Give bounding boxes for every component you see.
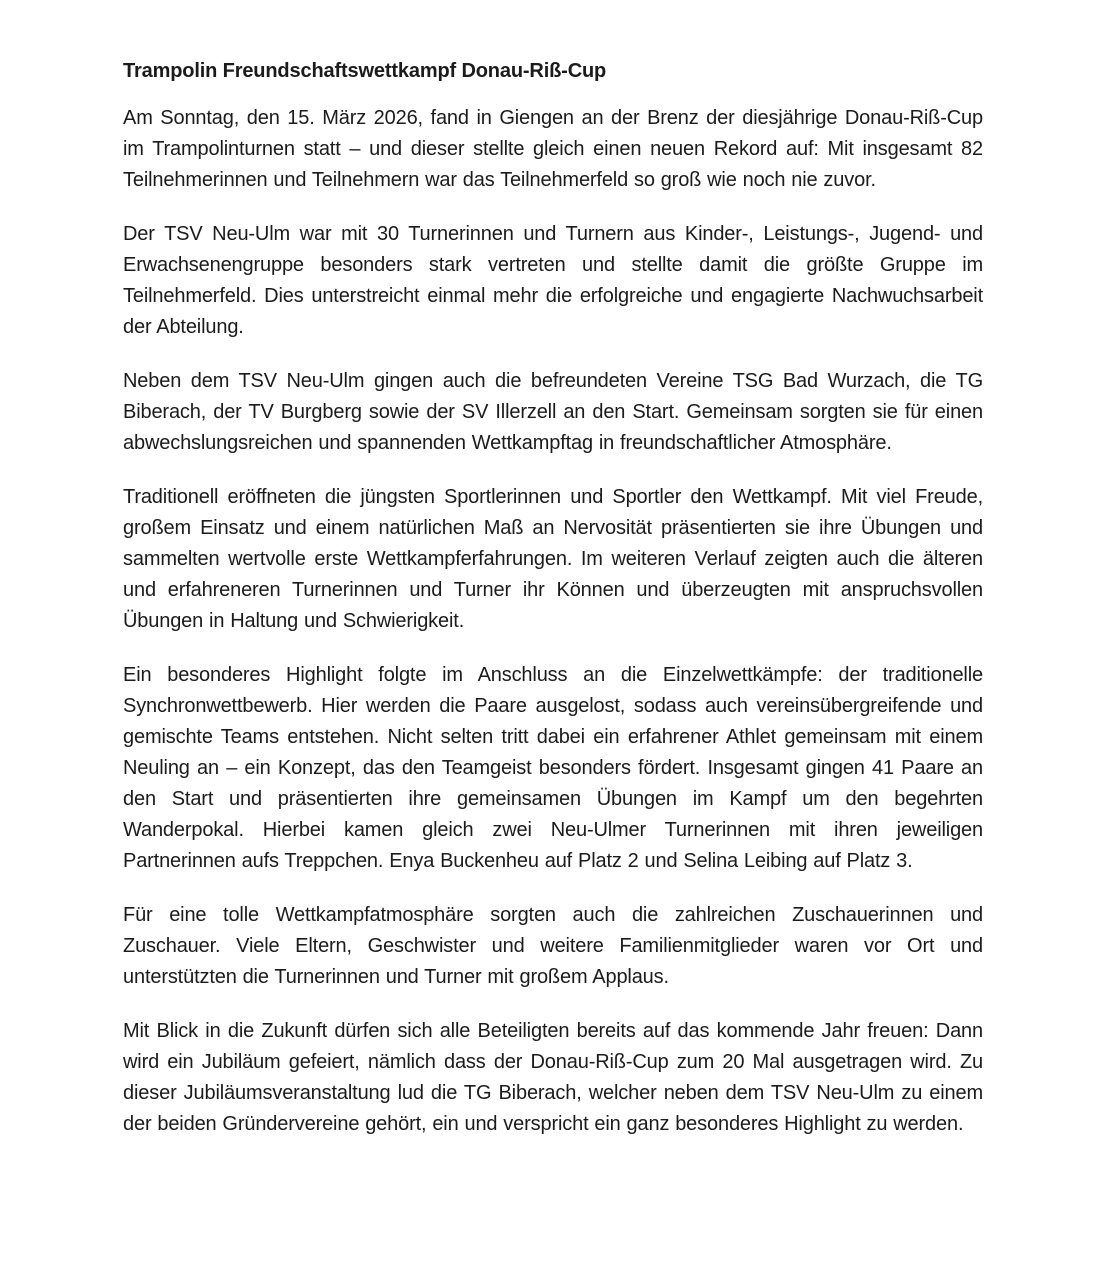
paragraph-wettkampf-verlauf: Traditionell eröffneten die jüngsten Sportlerinnen und Sportler den Wettkampf. Mit viel Freude, großem Einsatz und einem natürlichen Maß an Nervosität präsentierten sie ihre Übungen und sammelten wertvolle erste Wettkampferfahrungen. Im weiteren Verlauf zeigten auch die älteren und erfahreneren Turnerinnen und Turner ihr Können und überzeugten mit anspruchsvollen Übungen in Haltung und Schwierigkeit. [123,486,983,632]
paragraph-synchronwettbewerb: Ein besonderes Highlight folgte im Anschluss an die Einzelwettkämpfe: der traditionelle Synchronwettbewerb. Hier werden die Paare ausgelost, sodass auch vereinsübergreifende und gemischte Teams entstehen. Nicht selten tritt dabei ein erfahrener Athlet gemeinsam mit einem Neuling an – ein Konzept, das den Teamgeist besonders fördert. Insgesamt gingen 41 Paare an den Start und präsentierten ihre gemeinsamen Übungen im Kampf um den begehrten Wanderpokal. Hierbei kamen gleich zwei Neu-Ulmer Turnerinnen mit ihren jeweiligen Partnerinnen aufs Treppchen. Enya Buckenheu auf Platz 2 und Selina Leibing auf Platz 3. [123,664,983,872]
paragraph-ausblick-jubilaeum: Mit Blick in die Zukunft dürfen sich alle Beteiligten bereits auf das kommende Jahr freuen: Dann wird ein Jubiläum gefeiert, nämlich dass der Donau-Riß-Cup zum 20 Mal ausgetragen wird. Zu dieser Jubiläumsveranstaltung lud die TG Biberach, welcher neben dem TSV Neu-Ulm zu einem der beiden Gründervereine gehört, ein und verspricht ein ganz besonderes Highlight zu werden. [123,1020,983,1135]
paragraph-intro-record: Am Sonntag, den 15. März 2026, fand in Giengen an der Brenz der diesjährige Donau-Riß-Cup im Trampolinturnen statt – und dieser stellte gleich einen neuen Rekord auf: Mit insgesamt 82 Teilnehmerinnen und Teilnehmern war das Teilnehmerfeld so groß wie noch nie zuvor. [123,107,983,191]
paragraph-tsv-neu-ulm-group: Der TSV Neu-Ulm war mit 30 Turnerinnen und Turnern aus Kinder-, Leistungs-, Jugend- und Erwachsenengruppe besonders stark vertreten und stellte damit die größte Gruppe im Teilnehmerfeld. Dies unterstreicht einmal mehr die erfolgreiche und engagierte Nachwuchsarbeit der Abteilung. [123,223,983,338]
document-title: Trampolin Freundschaftswettkampf Donau-Riß-Cup [123,60,607,82]
paragraph-zuschauer: Für eine tolle Wettkampfatmosphäre sorgten auch die zahlreichen Zuschauerinnen und Zuschauer. Viele Eltern, Geschwister und weitere Familienmitglieder waren vor Ort und unterstützten die Turnerinnen und Turner mit großem Applaus. [123,904,983,988]
paragraph-befreundete-vereine: Neben dem TSV Neu-Ulm gingen auch die befreundeten Vereine TSG Bad Wurzach, die TG Biberach, der TV Burgberg sowie der SV Illerzell an den Start. Gemeinsam sorgten sie für einen abwechslungsreichen und spannenden Wettkampftag in freundschaftlicher Atmosphäre. [123,370,983,454]
